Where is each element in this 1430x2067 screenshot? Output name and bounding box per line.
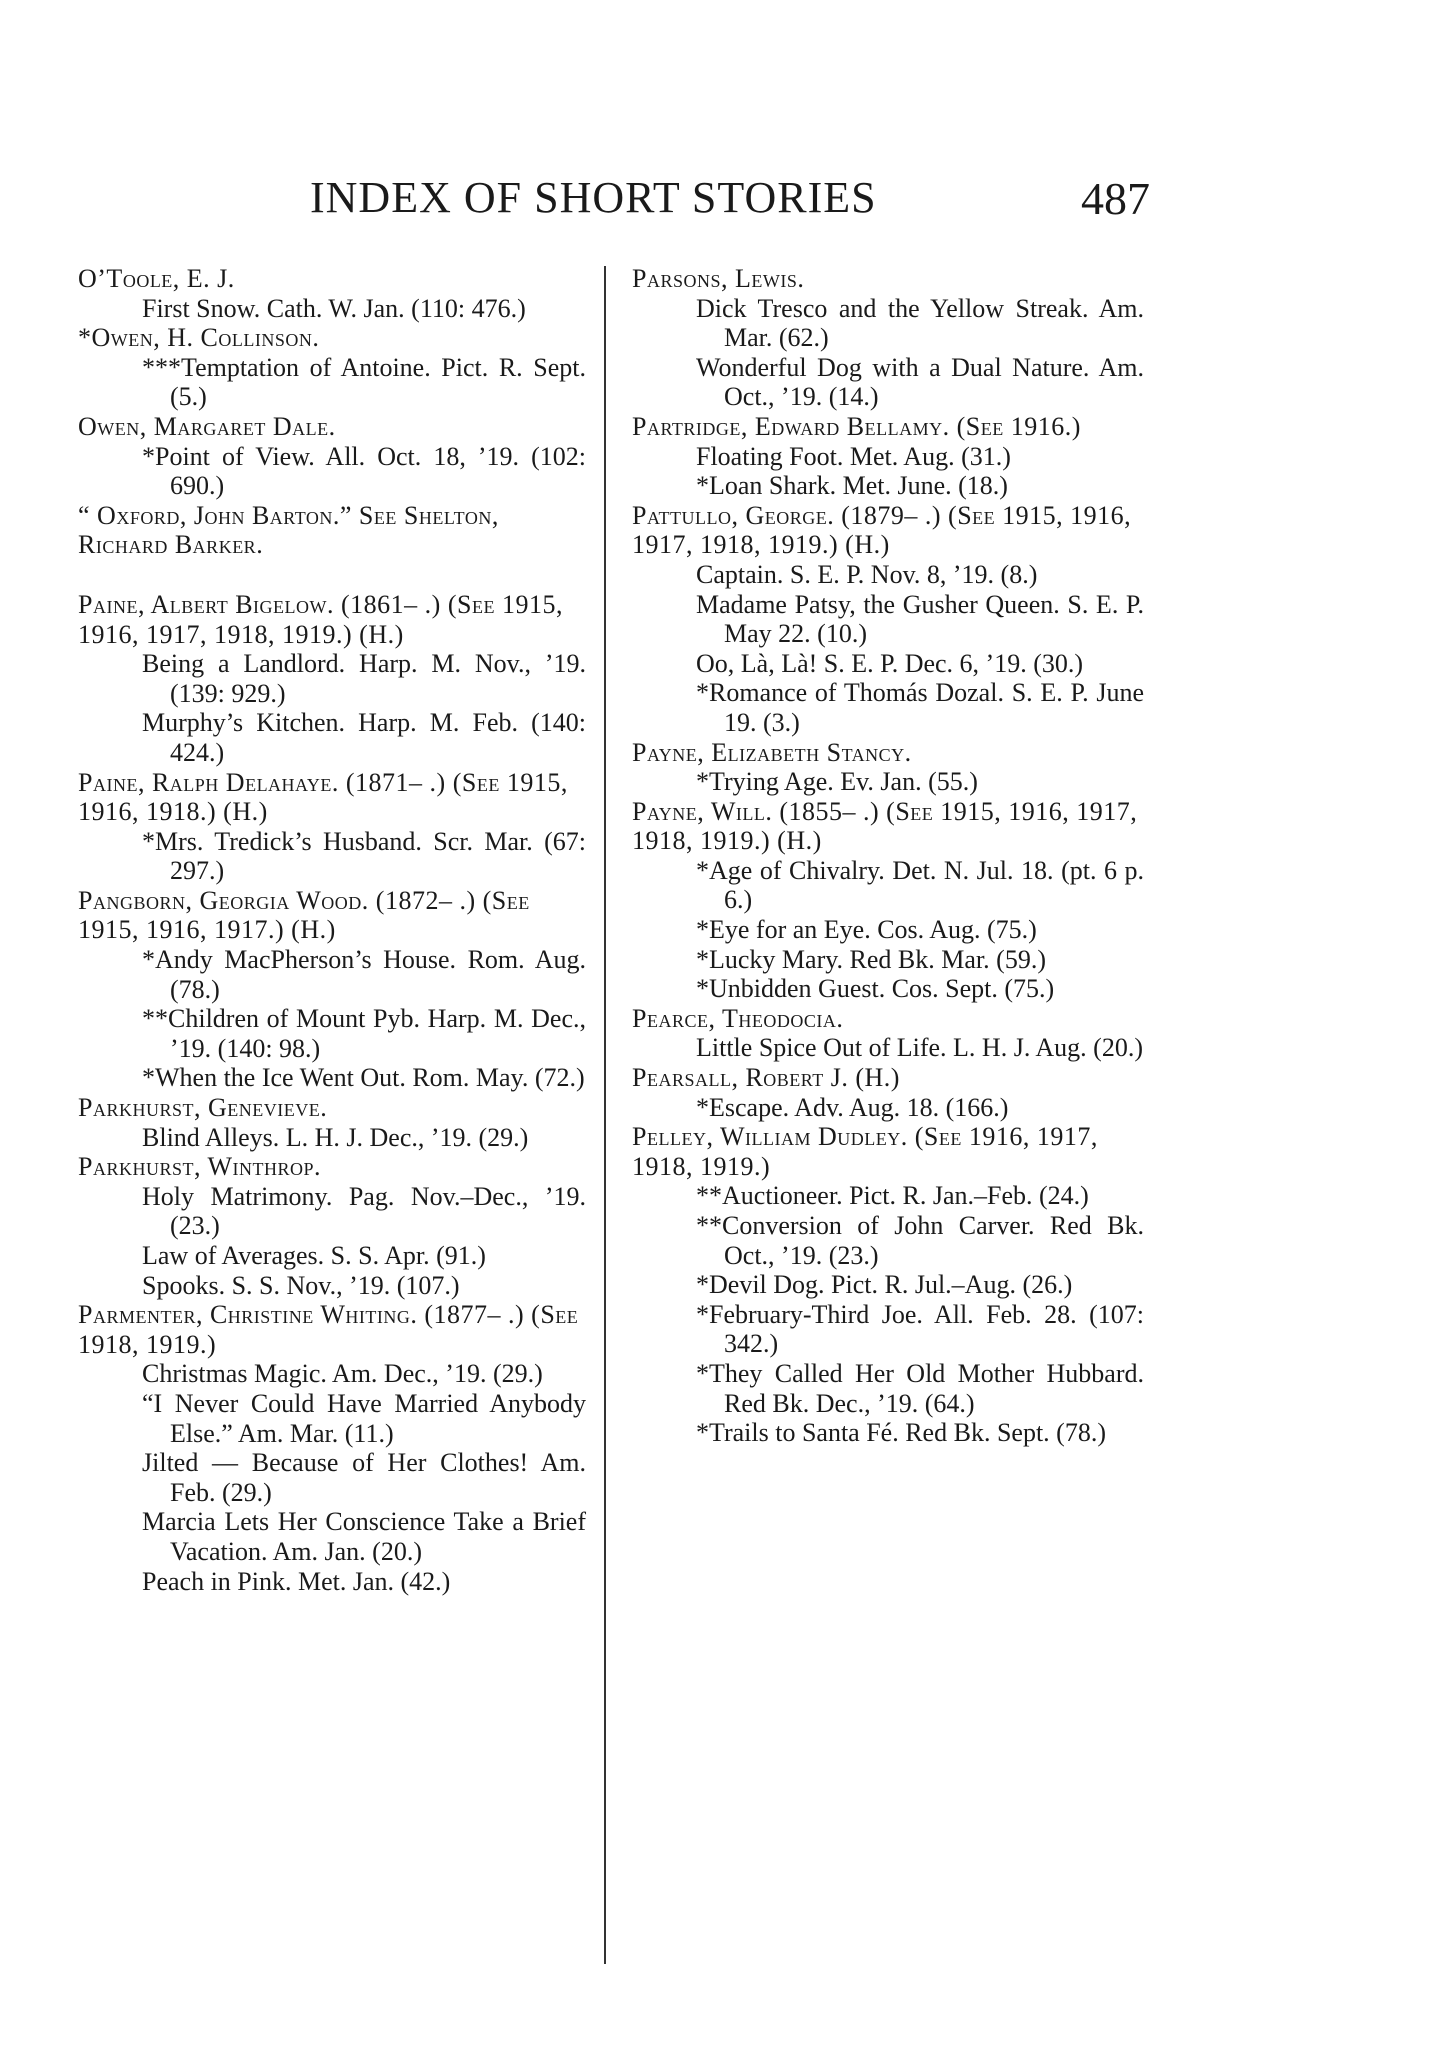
index-author-heading: Pangborn, Georgia Wood. (1872– .) (See 1915, 1916, 1917.) (H.) bbox=[78, 885, 530, 945]
index-story-entry: Wonderful Dog with a Dual Nature. Am. Oct., ’19. (14.) bbox=[696, 352, 1144, 412]
index-story-entry: Little Spice Out of Life. L. H. J. Aug. (20.) bbox=[696, 1033, 1143, 1063]
index-story-entry: Marcia Lets Her Conscience Take a Brief Vacation. Am. Jan. (20.) bbox=[142, 1507, 586, 1566]
index-story-entry: *Andy MacPherson’s House. Rom. Aug. (78.) bbox=[142, 945, 586, 1004]
index-story-entry: *Lucky Mary. Red Bk. Mar. (59.) bbox=[696, 944, 1046, 974]
index-author-heading: Payne, Will. (1855– .) (See 1915, 1916, 1917, 1918, 1919.) (H.) bbox=[632, 796, 1138, 856]
index-story-entry: Blind Alleys. L. H. J. Dec., ’19. (29.) bbox=[142, 1122, 529, 1152]
page-number: 487 bbox=[1081, 173, 1150, 224]
index-author-heading: Pearsall, Robert J. (H.) bbox=[632, 1063, 900, 1093]
index-author-heading: Pelley, William Dudley. (See 1916, 1917, 1918, 1919.) bbox=[632, 1122, 1098, 1181]
index-author-heading: Pattullo, George. (1879– .) (See 1915, 1916, 1917, 1918, 1919.) (H.) bbox=[632, 500, 1132, 560]
index-story-entry: *Mrs. Tredick’s Husband. Scr. Mar. (67: 297.) bbox=[142, 826, 586, 886]
index-author-heading: “ Oxford, John Barton.” See Shelton, Richard Barker. bbox=[78, 500, 499, 560]
index-story-entry: Peach in Pink. Met. Jan. (42.) bbox=[142, 1566, 451, 1596]
index-story-entry: *When the Ice Went Out. Rom. May. (72.) bbox=[142, 1063, 585, 1093]
index-story-entry: ***Temptation of Antoine. Pict. R. Sept. (5.) bbox=[142, 352, 586, 412]
index-story-entry: *Point of View. All. Oct. 18, ’19. (102: 690.) bbox=[142, 441, 586, 501]
index-author-heading: Payne, Elizabeth Stancy. bbox=[632, 737, 912, 767]
index-story-entry: *Romance of Thomás Dozal. S. E. P. June 19. (3.) bbox=[696, 678, 1144, 737]
index-story-entry: “I Never Could Have Married Anybody Else.” Am. Mar. (11.) bbox=[142, 1388, 586, 1448]
index-story-entry: **Auctioneer. Pict. R. Jan.–Feb. (24.) bbox=[696, 1181, 1089, 1211]
index-story-entry: Law of Averages. S. S. Apr. (91.) bbox=[142, 1241, 486, 1270]
index-story-entry: Christmas Magic. Am. Dec., ’19. (29.) bbox=[142, 1359, 543, 1389]
index-author-heading: Parkhurst, Winthrop. bbox=[78, 1152, 322, 1182]
index-story-entry: *Escape. Adv. Aug. 18. (166.) bbox=[696, 1092, 1009, 1122]
page-header bbox=[310, 172, 1150, 236]
index-author-heading: Partridge, Edward Bellamy. (See 1916.) bbox=[632, 411, 1081, 441]
index-story-entry: *Devil Dog. Pict. R. Jul.–Aug. (26.) bbox=[696, 1270, 1073, 1300]
index-story-entry: Madame Patsy, the Gusher Queen. S. E. P. May 22. (10.) bbox=[696, 589, 1144, 649]
index-author-heading: Parmenter, Christine Whiting. (1877– .) (See 1918, 1919.) bbox=[78, 1300, 579, 1359]
index-story-entry: Oo, Là, Là! S. E. P. Dec. 6, ’19. (30.) bbox=[696, 648, 1084, 678]
column-divider bbox=[604, 266, 606, 1964]
index-author-heading: *Owen, H. Collinson. bbox=[78, 323, 320, 353]
index-author-heading: O’Toole, E. J. bbox=[78, 264, 235, 293]
index-author-heading: Owen, Margaret Dale. bbox=[78, 411, 336, 441]
index-story-entry: Captain. S. E. P. Nov. 8, ’19. (8.) bbox=[696, 559, 1038, 589]
index-story-entry: Being a Landlord. Harp. M. Nov., ’19. (139: 929.) bbox=[142, 649, 586, 708]
index-author-heading: Parsons, Lewis. bbox=[632, 264, 805, 293]
index-story-entry: *Loan Shark. Met. June. (18.) bbox=[696, 471, 1008, 501]
index-story-entry: *They Called Her Old Mother Hubbard. Red Bk. Dec., ’19. (64.) bbox=[696, 1358, 1144, 1418]
page-title: INDEX OF SHORT STORIES bbox=[310, 173, 877, 222]
index-story-entry: Holy Matrimony. Pag. Nov.–Dec., ’19. (23.) bbox=[142, 1181, 586, 1241]
right-column bbox=[632, 264, 1144, 1448]
index-story-entry: Dick Tresco and the Yellow Streak. Am. Mar. (62.) bbox=[696, 293, 1144, 353]
index-story-entry: *February-Third Joe. All. Feb. 28. (107: 342.) bbox=[696, 1299, 1144, 1359]
index-author-heading: Paine, Ralph Delahaye. (1871– .) (See 1915, 1916, 1918.) (H.) bbox=[78, 767, 568, 827]
index-story-entry: Murphy’s Kitchen. Harp. M. Feb. (140: 424.) bbox=[142, 708, 586, 767]
index-story-entry: *Trails to Santa Fé. Red Bk. Sept. (78.) bbox=[696, 1418, 1106, 1448]
index-story-entry: Floating Foot. Met. Aug. (31.) bbox=[696, 441, 1011, 471]
index-story-entry: *Eye for an Eye. Cos. Aug. (75.) bbox=[696, 915, 1037, 945]
index-author-heading: Pearce, Theodocia. bbox=[632, 1003, 844, 1033]
index-author-heading: Paine, Albert Bigelow. (1861– .) (See 1915, 1916, 1917, 1918, 1919.) (H.) bbox=[78, 589, 563, 649]
index-story-entry: **Conversion of John Carver. Red Bk. Oct., ’19. (23.) bbox=[696, 1211, 1144, 1270]
index-story-entry: Spooks. S. S. Nov., ’19. (107.) bbox=[142, 1270, 460, 1300]
index-story-entry: *Unbidden Guest. Cos. Sept. (75.) bbox=[696, 974, 1055, 1004]
left-column bbox=[78, 264, 586, 1596]
index-story-entry: **Children of Mount Pyb. Harp. M. Dec., ’19. (140: 98.) bbox=[142, 1004, 586, 1063]
index-story-entry: First Snow. Cath. W. Jan. (110: 476.) bbox=[142, 293, 526, 323]
index-story-entry: Jilted — Because of Her Clothes! Am. Feb. (29.) bbox=[142, 1448, 586, 1507]
index-story-entry: *Trying Age. Ev. Jan. (55.) bbox=[696, 767, 978, 797]
index-author-heading: Parkhurst, Genevieve. bbox=[78, 1093, 328, 1123]
index-story-entry: *Age of Chivalry. Det. N. Jul. 18. (pt. 6 p. 6.) bbox=[696, 855, 1144, 915]
